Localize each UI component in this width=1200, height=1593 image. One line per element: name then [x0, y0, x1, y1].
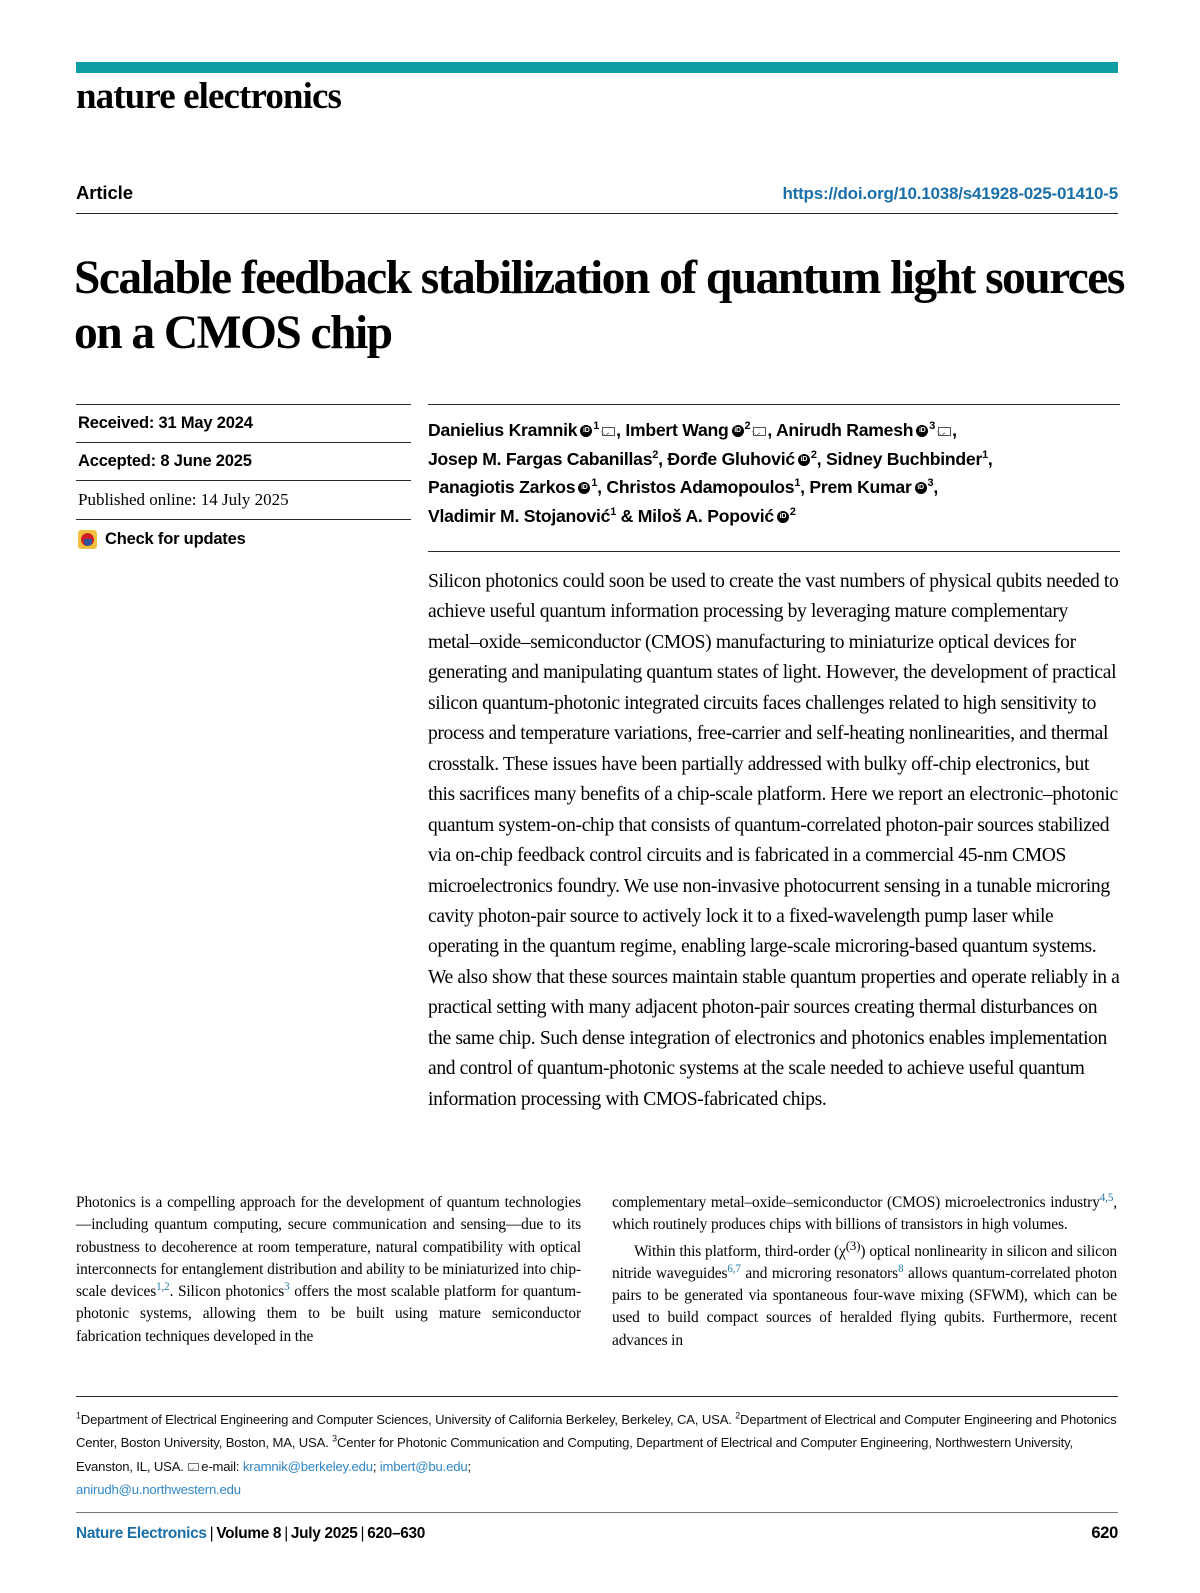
author-separator: , [933, 477, 939, 497]
crossmark-badge-icon [78, 530, 97, 549]
orcid-icon[interactable] [915, 482, 927, 494]
author-christos-adamopoulos[interactable]: , Christos Adamopoulos [597, 477, 795, 497]
affiliation-marker: 3 [929, 420, 936, 433]
author-separator: , Imbert Wang [616, 420, 729, 440]
paragraph-within-platform [612, 1237, 1117, 1352]
affiliation-marker-1: 1 [76, 1410, 81, 1421]
affiliation-marker: 1 [591, 477, 598, 490]
email-link-imbert[interactable]: imbert@bu.edu [379, 1458, 468, 1474]
author-vladimir-stojanovic[interactable]: Vladimir M. Stojanović [428, 505, 611, 526]
email-separator: ; [467, 1458, 471, 1474]
author-separator: , Anirudh Ramesh [767, 420, 914, 440]
intro-text-5: , which routinely produces chips with billions of transistors in high volumes. [612, 1194, 1117, 1234]
email-separator: ; [372, 1458, 380, 1474]
citation-ref[interactable]: 6,7 [727, 1262, 741, 1275]
orcid-icon[interactable] [732, 425, 744, 437]
author-sidney-buchbinder[interactable]: , Sidney Buchbinder [816, 448, 983, 469]
doi-link[interactable]: https://doi.org/10.1038/s41928-025-01410-5 [782, 184, 1118, 203]
affiliation-marker: 3 [927, 477, 934, 490]
received-date: Received: 31 May 2024 [76, 404, 411, 442]
author-list [428, 404, 1120, 530]
journal-masthead: nature electronics [76, 76, 342, 117]
body-column-right [612, 1192, 1117, 1352]
author-dorde-gluhovic[interactable]: , Đorđe Gluhović [658, 448, 795, 469]
affiliation-marker: 2 [744, 420, 751, 433]
author-danielius-kramnik[interactable]: Danielius Kramnik [428, 420, 578, 440]
accepted-date: Accepted: 8 June 2025 [76, 442, 411, 480]
orcid-icon[interactable] [798, 454, 810, 466]
author-separator: , [952, 420, 957, 440]
citation-ref[interactable]: 1,2 [156, 1280, 170, 1293]
para2-text-4: allows quantum-correlated photon pairs to be generated via spontaneous four-wave mixing (SFWM), which can be used to build compact sources of heralded flying qubits. Furthermore, recent advances in [612, 1264, 1117, 1349]
email-label: e-mail: [201, 1458, 243, 1474]
author-separator: , [987, 448, 993, 469]
footer-volume: Volume 8 [216, 1525, 282, 1542]
para2-text-3: and microring resonators [740, 1264, 899, 1282]
email-envelope-icon[interactable] [753, 427, 766, 437]
article-metadata-sidebar [76, 404, 411, 559]
footer-separator: | [209, 1525, 214, 1542]
para2-text-1: Within this platform, third-order (χ [634, 1242, 846, 1260]
intro-text-3: offers the most scalable platform for quantum-photonic systems, allowing them to be built using mature semiconductor fabrication techniques developed in the [76, 1283, 581, 1345]
email-link-anirudh[interactable]: anirudh@u.northwestern.edu [76, 1481, 241, 1497]
affiliations-block [76, 1396, 1118, 1501]
affiliation-marker: 1 [982, 448, 988, 461]
citation-ref[interactable]: 3 [284, 1280, 290, 1293]
email-envelope-icon[interactable] [938, 427, 951, 437]
chi-superscript: (3) [845, 1238, 861, 1253]
affiliation-marker: 2 [810, 448, 817, 461]
affiliation-marker: 2 [789, 505, 796, 518]
authors-and-abstract [428, 404, 1120, 1115]
affiliation-marker: 1 [794, 477, 801, 490]
author-josep-fargas-cabanillas[interactable]: Josep M. Fargas Cabanillas [428, 448, 653, 469]
body-column-left [76, 1192, 581, 1352]
intro-text-2: . Silicon photonics [169, 1283, 285, 1300]
published-date: Published online: 14 July 2025 [76, 480, 411, 519]
intro-paragraph-right-cont [612, 1192, 1117, 1237]
body-columns [76, 1192, 1118, 1352]
footer-journal-name[interactable]: Nature Electronics [76, 1525, 207, 1542]
email-envelope-icon [188, 1463, 199, 1471]
abstract-text: Silicon photonics could soon be used to create the vast numbers of physical qubits needed to achieve useful quantum information processing by leveraging mature complementary metal–oxide–semiconductor (CMOS) manufacturing to miniaturize optical devices for generating and manipulating quantum states of light. However, the development of practical silicon quantum-photonic integrated circuits faces challenges related to high sensitivity to process and temperature variations, free-carrier and self-heating nonlinearities, and thermal crosstalk. These issues have been partially addressed with bulky off-chip electronics, but this sacrifices many benefits of a chip-scale platform. Here we report an electronic–photonic quantum system-on-chip that consists of quantum-correlated photon-pair sources stabilized via on-chip feedback control circuits and is fabricated in a commercial 45-nm CMOS microelectronics foundry. We use non-invasive photocurrent sensing in a tunable microring cavity photon-pair source to actively lock it to a fixed-wavelength pump laser while operating in the quantum regime, enabling large-scale microring-based quantum systems. We also show that these sources maintain stable quantum properties and operate reliably in a practical setting with many adjacent photon-pair sources creating thermal disturbances on the same chip. Such dense integration of electronics and photonics enables implementation and control of quantum-photonic systems at the scale needed to achieve useful quantum information processing with CMOS-fabricated chips. [428, 551, 1120, 1115]
footer-pages: 620–630 [367, 1525, 426, 1542]
article-header-row [76, 182, 1118, 214]
intro-text-4: complementary metal–oxide–semiconductor (CMOS) microelectronics industry [612, 1194, 1100, 1211]
affiliation-marker-3: 3 [332, 1433, 337, 1444]
author-milos-popovic[interactable]: & Miloš A. Popović [616, 505, 774, 526]
page-title: Scalable feedback stabilization of quantum light sources on a CMOS chip [74, 251, 1124, 359]
citation-ref[interactable]: 4,5 [1099, 1191, 1114, 1204]
email-envelope-icon[interactable] [602, 427, 615, 437]
author-panagiotis-zarkos[interactable]: Panagiotis Zarkos [428, 477, 576, 497]
affiliation-marker: 2 [652, 448, 659, 461]
check-for-updates-button[interactable] [76, 519, 411, 559]
affiliation-text-1: Department of Electrical Engineering and Computer Sciences, University of California Berkeley, Berkeley, CA, USA. [80, 1412, 736, 1427]
orcid-icon[interactable] [916, 425, 928, 437]
affiliation-marker-2: 2 [735, 1410, 741, 1421]
author-prem-kumar[interactable]: , Prem Kumar [800, 477, 912, 497]
check-for-updates-label: Check for updates [105, 530, 246, 548]
citation-ref[interactable]: 8 [898, 1262, 904, 1275]
page-number: 620 [1091, 1524, 1118, 1542]
affiliation-text-3: Center for Photonic Communication and Computing, Department of Electrical and Computer Engineering, Northwestern University, Evanston, IL, USA. [76, 1435, 1074, 1474]
intro-paragraph-left [76, 1192, 581, 1348]
footer-separator: | [284, 1525, 288, 1542]
brand-accent-bar [76, 62, 1118, 73]
intro-text-1: Photonics is a compelling approach for the development of quantum technologies—including quantum computing, secure communication and sensing—due to its robustness to decoherence at room temperature, natural compatibility with optical interconnects for entanglement distribution and ability to be miniaturized into chip-scale devices [76, 1194, 581, 1300]
affiliation-marker: 1 [593, 420, 600, 433]
orcid-icon[interactable] [777, 511, 789, 523]
footer-separator: | [360, 1525, 365, 1542]
orcid-icon[interactable] [580, 425, 592, 437]
affiliation-text-2: Department of Electrical and Computer Engineering and Photonics Center, Boston University, Boston, MA, USA. [76, 1412, 1117, 1451]
affiliation-marker: 1 [610, 505, 617, 518]
email-link-kramnik[interactable]: kramnik@berkeley.edu [242, 1458, 373, 1474]
orcid-icon[interactable] [578, 482, 590, 494]
article-type-label: Article [76, 182, 133, 203]
para2-text-2: ) optical nonlinearity in silicon and silicon nitride waveguides [612, 1242, 1117, 1282]
footer-date: July 2025 [290, 1525, 358, 1542]
page-footer [76, 1512, 1118, 1543]
footer-citation-line [76, 1525, 425, 1543]
